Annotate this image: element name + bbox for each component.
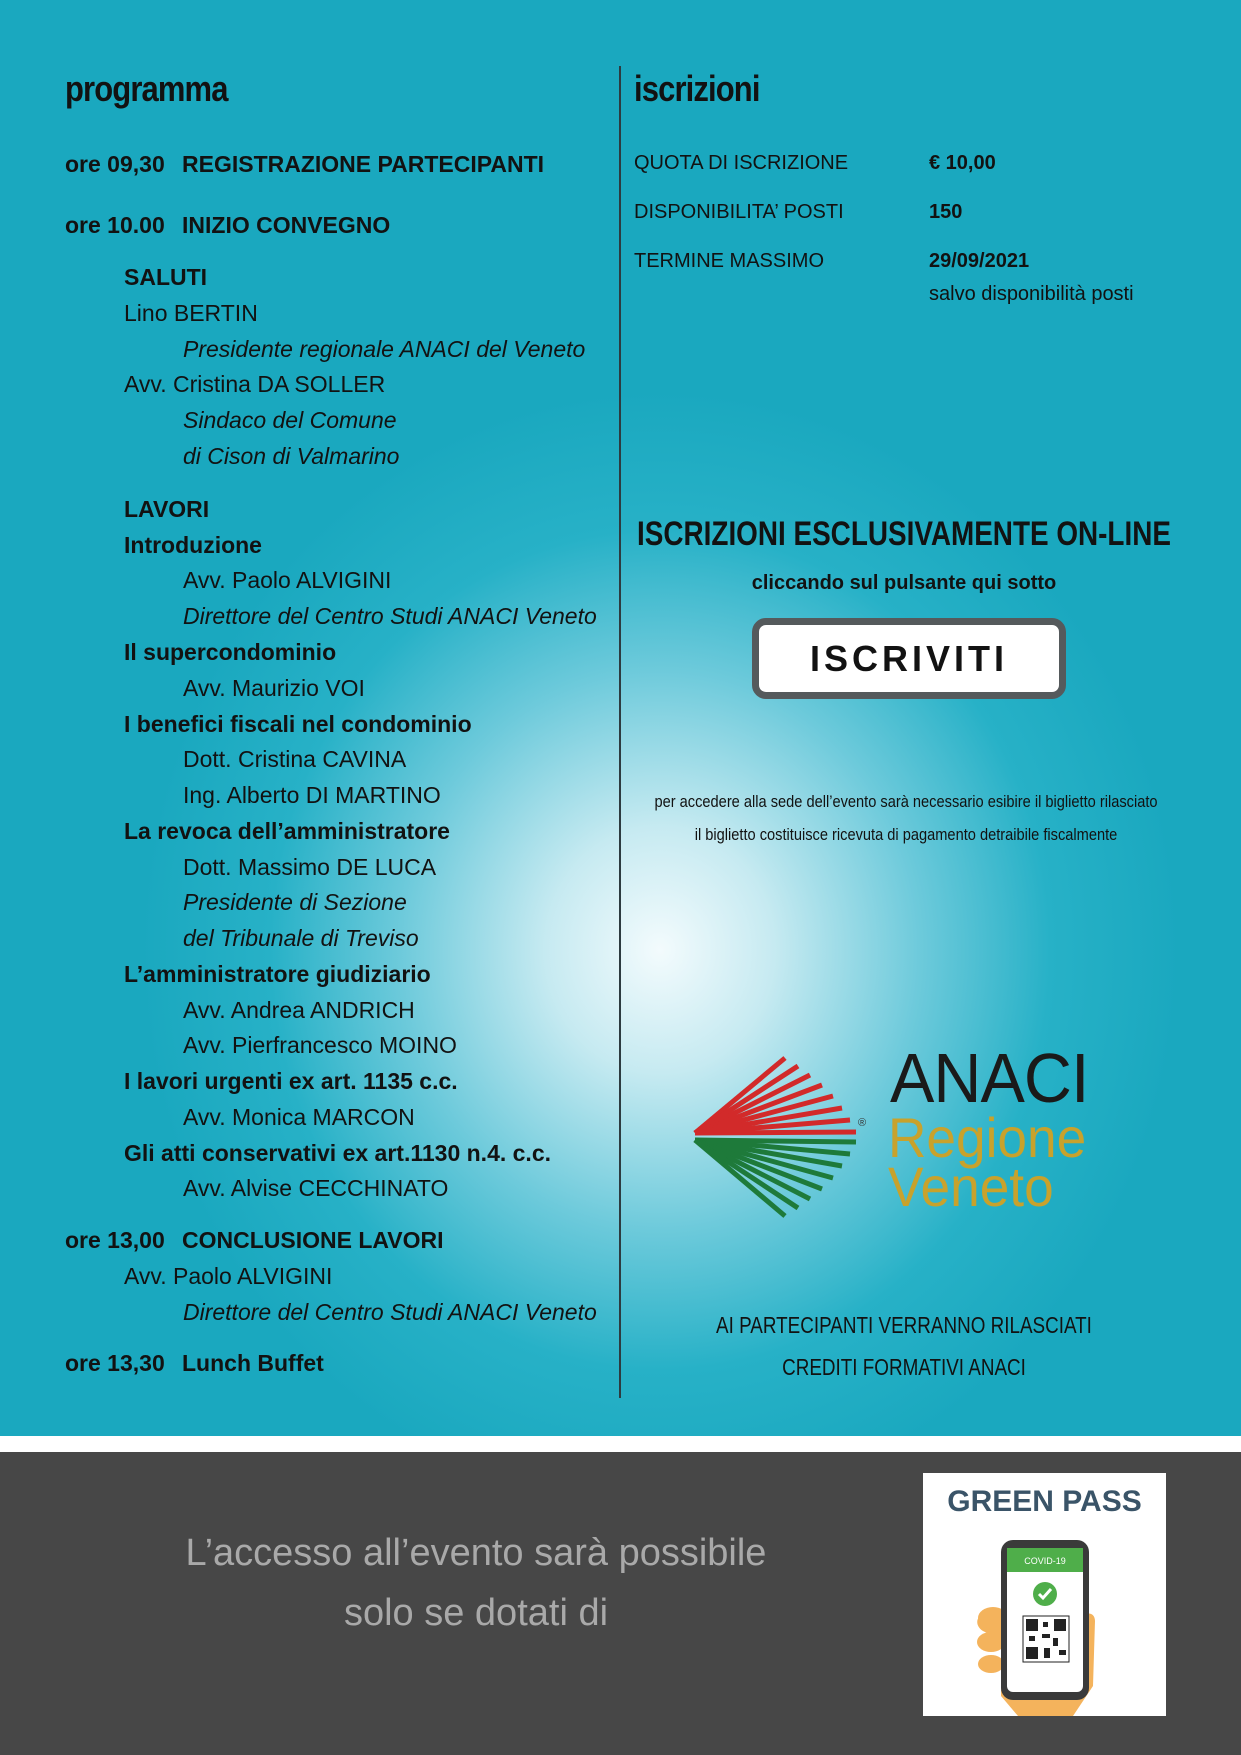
phone-hand-icon — [923, 1526, 1166, 1716]
registered-mark: ® — [858, 1117, 867, 1129]
deluca-role-2: del Tribunale di Treviso — [183, 925, 419, 951]
label-conclusione: CONCLUSIONE LAVORI — [182, 1227, 444, 1253]
green-pass-title: GREEN PASS — [947, 1485, 1142, 1518]
online-subtitle: cliccando sul pulsante qui sotto — [751, 572, 1057, 594]
time-conclusione: ore 13,00 — [65, 1227, 165, 1253]
saluti-role-1: Presidente regionale ANACI del Veneto — [183, 336, 586, 362]
iscrizioni-heading: iscrizioni — [634, 68, 760, 109]
quota-value: € 10,00 — [929, 152, 996, 174]
speaker-andrich: Avv. Andrea ANDRICH — [183, 997, 415, 1023]
logo-anaci: ANACI — [890, 1039, 1089, 1117]
label-inizio: INIZIO CONVEGNO — [182, 212, 391, 238]
access-note-1: per accedere alla sede dell’evento sarà necessario esibire il biglietto rilasciato — [654, 792, 1158, 811]
time-registrazione: ore 09,30 — [65, 151, 165, 177]
lavori-intro: Introduzione — [124, 532, 262, 558]
speaker-cavina: Dott. Cristina CAVINA — [183, 746, 407, 772]
topic-giudiziario: L’amministratore giudiziario — [124, 961, 431, 987]
quota-label: QUOTA DI ISCRIZIONE — [634, 152, 849, 174]
iscriviti-button[interactable]: ISCRIVITI — [752, 618, 1066, 699]
credits-line-2: CREDITI FORMATIVI ANACI — [782, 1354, 1026, 1380]
time-lunch: ore 13,30 — [65, 1350, 165, 1376]
termine-value: 29/09/2021 — [929, 250, 1030, 272]
anaci-fan-mark-icon — [690, 1050, 880, 1230]
posti-label: DISPONIBILITA’ POSTI — [634, 201, 844, 223]
access-note-2: il biglietto costituisce ricevuta di pagamento detraibile fiscalmente — [694, 825, 1118, 844]
speaker-moino: Avv. Pierfrancesco MOINO — [183, 1032, 457, 1058]
saluti-name-1: Lino BERTIN — [124, 300, 258, 326]
saluti-name-2: Avv. Cristina DA SOLLER — [124, 371, 386, 397]
saluti-role-2b: di Cison di Valmarino — [183, 443, 400, 469]
topic-supercondominio: Il supercondominio — [124, 639, 337, 665]
posti-value: 150 — [929, 201, 963, 223]
lavori-heading: LAVORI — [124, 496, 210, 522]
label-registrazione: REGISTRAZIONE PARTECIPANTI — [182, 151, 545, 177]
green-pass-card — [923, 1473, 1166, 1716]
anaci-logo — [690, 1039, 1140, 1230]
credits-line-1: AI PARTECIPANTI VERRANNO RILASCIATI — [716, 1312, 1092, 1338]
deluca-role-1: Presidente di Sezione — [183, 889, 407, 915]
intro-role: Direttore del Centro Studi ANACI Veneto — [183, 603, 597, 629]
conclusione-speaker: Avv. Paolo ALVIGINI — [124, 1263, 333, 1289]
programma-heading: programma — [65, 68, 228, 109]
topic-revoca: La revoca dell’amministratore — [124, 818, 450, 844]
speaker-cecchinato: Avv. Alvise CECCHINATO — [183, 1175, 449, 1201]
termine-note: salvo disponibilità posti — [929, 283, 1134, 305]
topic-lavori-urgenti: I lavori urgenti ex art. 1135 c.c. — [124, 1068, 458, 1094]
speaker-voi: Avv. Maurizio VOI — [183, 675, 365, 701]
access-line-2: solo se dotati di — [343, 1592, 609, 1634]
time-inizio: ore 10.00 — [65, 212, 165, 238]
saluti-role-2a: Sindaco del Comune — [183, 407, 397, 433]
saluti-heading: SALUTI — [124, 264, 208, 290]
covid-screen-label: COVID-19 — [1024, 1556, 1066, 1566]
logo-regione: Regione — [888, 1106, 1087, 1169]
column-divider — [619, 66, 621, 1398]
topic-atti-conservativi: Gli atti conservativi ex art.1130 n.4. c.c. — [124, 1140, 552, 1166]
topic-benefici: I benefici fiscali nel condominio — [124, 711, 472, 737]
intro-speaker: Avv. Paolo ALVIGINI — [183, 567, 392, 593]
access-line-1: L’accesso all’evento sarà possibile — [185, 1532, 767, 1574]
termine-label: TERMINE MASSIMO — [634, 250, 825, 272]
speaker-dimartino: Ing. Alberto DI MARTINO — [183, 782, 441, 808]
logo-veneto: Veneto — [888, 1155, 1054, 1218]
label-lunch: Lunch Buffet — [182, 1350, 324, 1376]
speaker-deluca: Dott. Massimo DE LUCA — [183, 854, 437, 880]
online-title: ISCRIZIONI ESCLUSIVAMENTE ON-LINE — [637, 515, 1171, 553]
conclusione-role: Direttore del Centro Studi ANACI Veneto — [183, 1299, 597, 1325]
speaker-marcon: Avv. Monica MARCON — [183, 1104, 415, 1130]
